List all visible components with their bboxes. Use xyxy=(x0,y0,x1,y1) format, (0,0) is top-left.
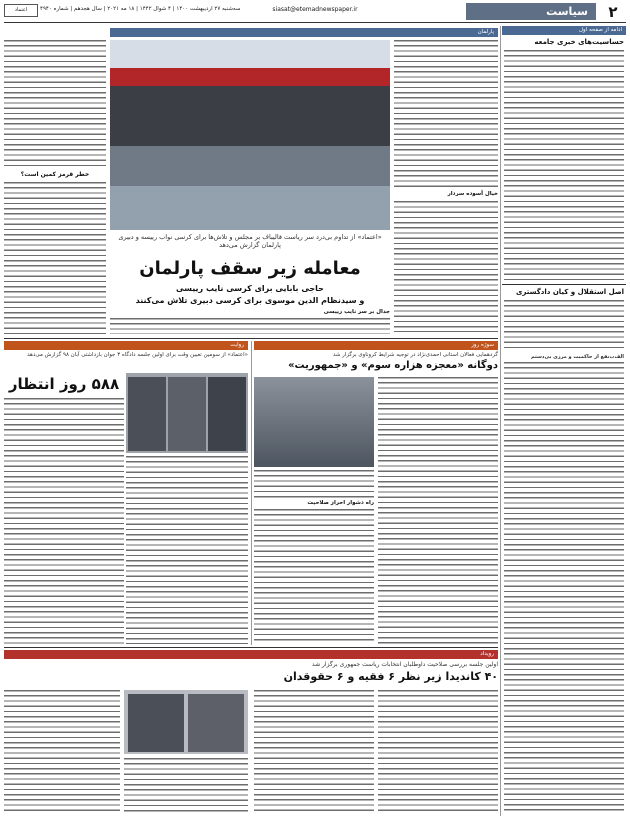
soojeh-kicker: گردهمایی فعالان استانی احمدی‌نژاد در توجیه شرایط کروناوی برگزار شد xyxy=(332,352,498,358)
rooydad-headline: ۴۰ کاندیدا زیر نظر ۶ فقیه و ۶ حقوقدان xyxy=(283,670,498,683)
right-body-2b xyxy=(504,362,624,812)
left-body-1 xyxy=(4,40,106,170)
parliament-headline: معامله زیر سقف پارلمان xyxy=(139,258,361,279)
right-body-2a xyxy=(504,300,624,352)
photo-people-2 xyxy=(110,146,390,186)
soojeh-body-right xyxy=(378,377,498,644)
header-rule xyxy=(4,22,626,23)
right-headline-2: اصل استقلال و کیان دادگستری xyxy=(515,288,624,296)
dateline: سه‌شنبه ۲۷ اردیبهشت ۱۴۰۰ | ۴ شوال ۱۴۴۲ | ۱۸ مه ۲۰۲۱ | سال هجدهم | شماره ۴۹۴۰ xyxy=(40,6,241,12)
rivayat-kicker: «اعتماد» از سومین تعیین وقت برای اولین جلسه دادگاه ۳ جوان بازداشتی آبان ۹۸ گزارش می‌دهد xyxy=(27,352,248,358)
section-rule-1 xyxy=(4,338,498,339)
rooydad-body-1 xyxy=(4,690,120,814)
newspaper-logo: اعتماد xyxy=(4,4,38,17)
parliament-body-col xyxy=(394,40,498,332)
parliament-side-title-2: خیال آسوده سردار xyxy=(394,191,498,199)
parliament-tag: پارلمان xyxy=(110,28,498,37)
soojeh-body-left-2 xyxy=(254,509,374,644)
parliament-caption-body xyxy=(110,318,390,334)
soojeh-body-left-1 xyxy=(254,470,374,498)
parliament-caption-head: جدال بر سر نایب رییسی xyxy=(323,309,390,315)
rooydad-tag: رویداد xyxy=(4,650,498,659)
ahmadinejad-photo xyxy=(254,377,374,467)
soojeh-subhead: راه دشوار احراز صلاحیت xyxy=(307,500,374,506)
parliament-kicker: «اعتماد» از تداوم بی‌درد سر ریاست قالیباف بر مجلس و تلاش‌ها برای کرسی نواب رییسه و دبیری پارلمان گزارش می‌دهد xyxy=(118,233,382,249)
page-number: ۲ xyxy=(608,3,618,21)
rooydad-body-2 xyxy=(124,758,248,814)
section-label: سیاست xyxy=(466,3,596,20)
right-rule xyxy=(502,284,626,285)
defendant-photo-2 xyxy=(168,377,206,451)
parliament-subhead-1: حاجی بابایی برای کرسی نایب رییسی xyxy=(176,284,324,293)
left-body-2 xyxy=(4,182,106,334)
right-subhead: الف‌ب‌نفع از حاکمیت و مرزی بی‌دستم xyxy=(531,354,624,360)
soojeh-tag: سوژه روز xyxy=(254,341,498,350)
column-divider-mid xyxy=(251,341,252,645)
photo-sky xyxy=(110,40,390,68)
rivayat-body-left xyxy=(4,398,124,644)
member-photo-2 xyxy=(188,694,244,752)
rivayat-body-right xyxy=(126,456,248,644)
parliament-photo xyxy=(110,40,390,230)
rooydad-kicker: اولین جلسه بررسی صلاحیت داوطلبان انتخابات ریاست جمهوری برگزار شد xyxy=(311,661,498,668)
right-column xyxy=(502,26,626,816)
section-rule-2 xyxy=(4,647,498,648)
column-divider-right xyxy=(500,26,501,816)
right-column-tag: ادامه از صفحه اول xyxy=(502,26,626,35)
parliament-subhead-2: و سیدنظام الدین موسوی برای کرسی دبیری تلاش می‌کنند xyxy=(135,296,365,305)
photo-lower xyxy=(110,186,390,230)
rivayat-headline: ۵۸۸ روز انتظار xyxy=(8,375,120,393)
rivayat-tag: روایت xyxy=(4,341,248,350)
defendant-photo-3 xyxy=(208,377,246,451)
rooydad-body-4 xyxy=(378,690,498,814)
right-body-1 xyxy=(504,50,624,280)
defendants-photo xyxy=(126,373,248,453)
rooydad-body-3 xyxy=(254,690,374,814)
defendant-photo-1 xyxy=(128,377,166,451)
guardian-council-photo xyxy=(124,690,248,754)
photo-flowers xyxy=(110,68,390,86)
site-email: siasat@etemadnewspaper.ir xyxy=(272,6,358,13)
soojeh-headline: دوگانه «معجزه هزاره سوم» و «جمهوریت» xyxy=(288,360,498,371)
photo-people xyxy=(110,86,390,146)
member-photo-1 xyxy=(128,694,184,752)
parliament-side-title: خطر قرمز کمین است؟ xyxy=(20,171,90,178)
right-headline-1: حساسیت‌های خبری جامعه xyxy=(534,38,624,46)
